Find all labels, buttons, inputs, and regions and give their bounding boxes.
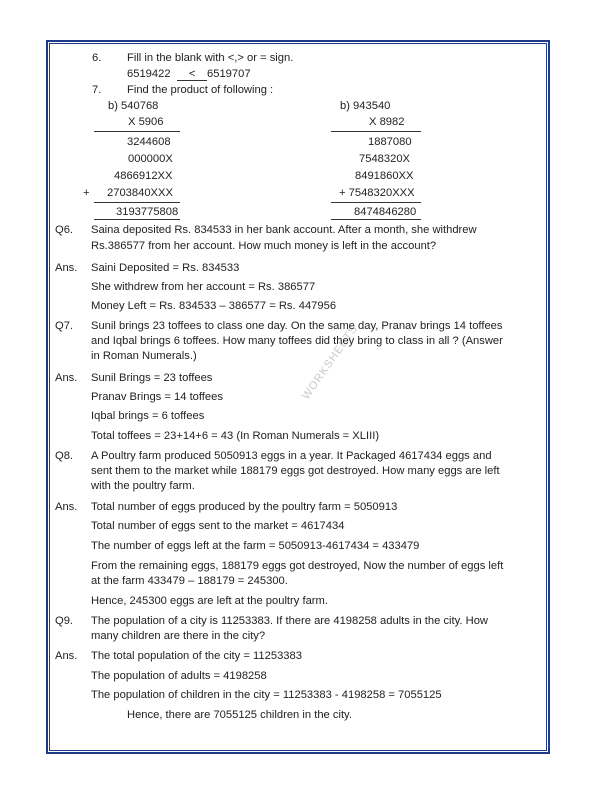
q8-answer-line-4b: at the farm 433479 – 188179 = 245300. — [91, 575, 288, 587]
right-mult-row-3: 8491860XX — [355, 170, 414, 182]
q7-answer-line-3: Iqbal brings = 6 toffees — [91, 410, 205, 422]
left-mult-line-top — [94, 131, 180, 132]
q9-question-line-2: many children are there in the city? — [91, 630, 266, 642]
item-number-7: 7. — [92, 84, 102, 96]
left-mult-result: 3193775808 — [116, 206, 179, 218]
right-mult-line-mid — [331, 202, 421, 203]
q6-answer-line-2: She withdrew from her account = Rs. 386577 — [91, 281, 316, 293]
fill-blank-instruction: Fill in the blank with <,> or = sign. — [127, 52, 294, 64]
left-mult-multiplier: X 5906 — [128, 116, 164, 128]
right-mult-row-2: 7548320X — [359, 153, 411, 165]
q8-answer-line-1: Total number of eggs produced by the poultry farm = 5050913 — [91, 501, 398, 513]
left-mult-row-1: 3244608 — [127, 136, 171, 148]
q9-answer-line-3: The population of children in the city = 11253383 - 4198258 = 7055125 — [91, 689, 442, 701]
right-mult-multiplier: X 8982 — [369, 116, 405, 128]
q8-answer-line-5: Hence, 245300 eggs are left at the poultry farm. — [91, 595, 328, 607]
q7-question-line-1: Sunil brings 23 toffees to class one day. On the same day, Pranav brings 14 toffees — [91, 320, 503, 332]
left-mult-row-3: 4866912XX — [114, 170, 173, 182]
q7-question-line-3: in Roman Numerals.) — [91, 350, 197, 362]
q6-question-line-2: Rs.386577 from her account. How much money is left in the account? — [91, 240, 437, 252]
q6-question-line-1: Saina deposited Rs. 834533 in her bank account. After a month, she withdrew — [91, 224, 477, 236]
q8-question-line-3: with the poultry farm. — [91, 480, 195, 492]
left-mult-line-mid — [94, 202, 180, 203]
left-mult-plus: + — [83, 187, 90, 199]
q6-ans-label: Ans. — [55, 262, 78, 274]
q8-question-line-2: sent them to the market while 188179 eggs got destroyed. How many eggs are left — [91, 465, 500, 477]
product-instruction: Find the product of following : — [127, 84, 274, 96]
q9-answer-line-4: Hence, there are 7055125 children in the city. — [127, 709, 352, 721]
right-mult-row-1: 1887080 — [368, 136, 412, 148]
q6-label: Q6. — [55, 224, 74, 236]
left-mult-row-2: 000000X — [128, 153, 173, 165]
blank-underline — [177, 80, 207, 81]
q8-label: Q8. — [55, 450, 74, 462]
q8-answer-line-2: Total number of eggs sent to the market = 4617434 — [91, 520, 345, 532]
q7-answer-line-1: Sunil Brings = 23 toffees — [91, 372, 213, 384]
q9-ans-label: Ans. — [55, 650, 78, 662]
q7-ans-label: Ans. — [55, 372, 78, 384]
q7-label: Q7. — [55, 320, 74, 332]
right-mult-result: 8474846280 — [354, 206, 417, 218]
right-mult-line-top — [331, 131, 421, 132]
q9-question-line-1: The population of a city is 11253383. If there are 4198258 adults in the city. How — [91, 615, 488, 627]
left-mult-line-bottom — [94, 219, 180, 220]
q9-label: Q9. — [55, 615, 74, 627]
right-mult-row-4: + 7548320XXX — [339, 187, 415, 199]
q8-answer-line-4a: From the remaining eggs, 188179 eggs got destroyed, Now the number of eggs left — [91, 560, 504, 572]
q6-answer-line-3: Money Left = Rs. 834533 – 386577 = Rs. 447956 — [91, 300, 337, 312]
watermark: WORKSHEETS — [300, 322, 361, 402]
compare-right-value: 6519707 — [207, 68, 251, 80]
left-mult-label: b) 540768 — [108, 100, 159, 112]
q8-answer-line-3: The number of eggs left at the farm = 5050913-4617434 = 433479 — [91, 540, 420, 552]
q8-question-line-1: A Poultry farm produced 5050913 eggs in a year. It Packaged 4617434 eggs and — [91, 450, 492, 462]
right-mult-label: b) 943540 — [340, 100, 391, 112]
right-mult-line-bottom — [331, 219, 421, 220]
q7-question-line-2: and Iqbal brings 6 toffees. How many toffees did they bring to class in all ? (Answer — [91, 335, 503, 347]
q9-answer-line-2: The population of adults = 4198258 — [91, 670, 267, 682]
q6-answer-line-1: Saini Deposited = Rs. 834533 — [91, 262, 240, 274]
item-number-6: 6. — [92, 52, 102, 64]
q7-answer-line-4: Total toffees = 23+14+6 = 43 (In Roman Numerals = XLIII) — [91, 430, 380, 442]
q7-answer-line-2: Pranav Brings = 14 toffees — [91, 391, 223, 403]
q8-ans-label: Ans. — [55, 501, 78, 513]
compare-left-value: 6519422 — [127, 68, 171, 80]
left-mult-row-4: 2703840XXX — [107, 187, 173, 199]
q9-answer-line-1: The total population of the city = 11253383 — [91, 650, 302, 662]
compare-sign: < — [189, 68, 196, 80]
